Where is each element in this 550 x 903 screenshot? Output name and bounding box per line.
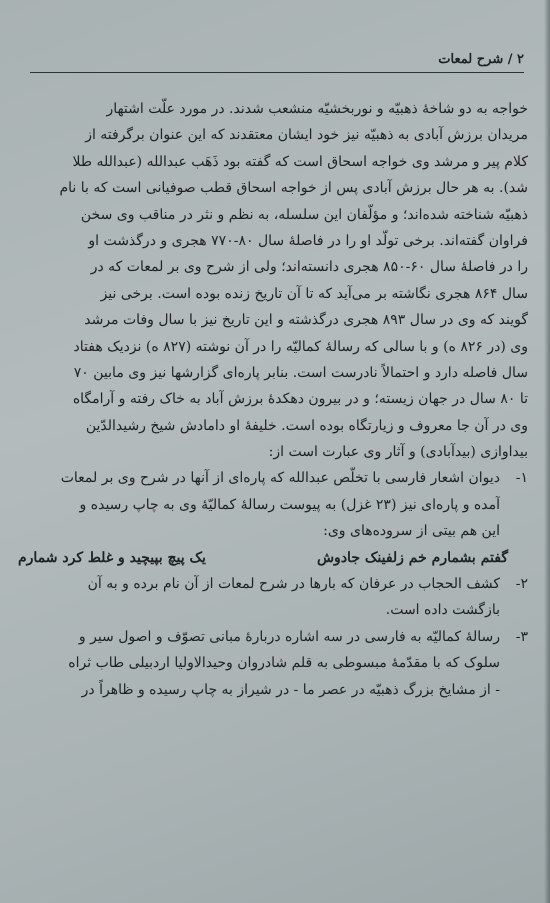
text-line: وی در آن جا معروف و زیارتگاه بوده است. خلیفهٔ او دامادش شیخ رشیدالدّین — [85, 417, 528, 434]
text-line: سلوک که با مقدّمهٔ مبسوطی به قلم شادروان وحیدالاولیا اردبیلی طاب ثراه — [68, 655, 500, 672]
list-item-1 — [18, 465, 528, 544]
text-line: - از مشایخ بزرگ ذهبیّه در عصر ما - در شیراز به چاپ رسیده و ظاهراً در — [81, 681, 500, 698]
text-line: دیوان اشعار فارسی با تخلّص عبدالله که پاره‌ای از آنها در شرح وی بر لمعات — [60, 470, 500, 487]
text-line: وی (در ۸۲۶ ه) و با سالی که رسالهٔ کمالیّه را در آن نوشته (۸۲۷ ه) نزدیک هفتاد — [73, 338, 528, 355]
text-line: بازگشت داده است. — [385, 602, 500, 619]
text-line: خواجه به دو شاخهٔ ذهبیّه و نوربخشیّه منشعب شدند. در مورد علّت اشتهار — [106, 101, 528, 117]
text-line: سال فاصله دارد و احتمالاً نادرست است. بنابر پاره‌ای گزارشها نیز وی مابین ۷۰ — [73, 364, 528, 381]
list-number: ۳- — [515, 628, 528, 645]
text-line: آمده و پاره‌ای نیز (۲۳ غزل) به پیوست رسالهٔ کمالیّهٔ وی به چاپ رسیده و — [79, 496, 500, 513]
poem-hemistich-1: گفتم بشمارم خم زلفینک جادوش — [316, 549, 508, 566]
poem-hemistich-2: یک پیچ بپیچید و غلط کرد شمارم — [18, 549, 206, 566]
text-line: تا ۸۰ سال در جهان زیسته؛ و در بیرون دهکدهٔ برزش آباد به خاک رفته و آرامگاه — [72, 391, 528, 408]
text-line: سال ۸۶۴ هجری نگاشته بر می‌آید که تا آن تاریخ زنده بوده است. برخی نیز — [100, 285, 528, 302]
text-line: کلام پیر و مرشد وی خواجه اسحاق است که گفته بود ذَهَب عبدالله (عبدالله طلا — [72, 153, 528, 170]
running-header — [30, 50, 524, 73]
text-line: بیداوازی (بیدآبادی) و آثار وی عبارت است از: — [268, 444, 528, 461]
text-line: گویند که وی در سال ۸۹۳ هجری درگذشته و این تاریخ نیز با سال وفات مرشد — [84, 312, 528, 329]
text-line: مریدان برزش آبادی به ذهبیّه نیز خود ایشان معتقدند که این عنوان برگرفته از — [85, 127, 528, 144]
poem-verse — [18, 545, 528, 571]
list-number: ۲- — [515, 576, 528, 593]
text-line: ذهبیّه شناخته شده‌اند؛ و مؤلّفان این سلسله، به نظم و نثر در مناقب وی سخن — [80, 206, 528, 223]
text-line: فراوان گفته‌اند. برخی تولّد او را در فاصلهٔ سال ۸۰-۷۷۰ هجری و درگذشت او — [88, 232, 528, 249]
list-item-3 — [18, 624, 528, 703]
text-line: شد). به هر حال برزش آبادی پس از خواجه اسحاق قطب صوفیانی است که با نام — [59, 180, 528, 197]
text-line: این هم بیتی از سروده‌های وی: — [323, 523, 500, 540]
list-number: ۱- — [515, 470, 528, 487]
page-edge-shadow — [544, 0, 550, 903]
text-line: رسالهٔ کمالیّه به فارسی در سه اشاره دربارهٔ مبانی تصوّف و اصول سیر و — [78, 628, 500, 645]
list-item-2 — [18, 571, 528, 624]
text-line: کشف الحجاب در عرفان که بارها در شرح لمعات از آن نام برده و به آن — [87, 576, 500, 593]
text-line: را در فاصلهٔ سال ۶۰-۸۵۰ هجری دانسته‌اند؛ ولی از شرح وی بر لمعات که در — [90, 259, 528, 276]
body-text — [18, 96, 528, 703]
running-header-title: ۲ / شرح لمعات — [438, 52, 524, 67]
